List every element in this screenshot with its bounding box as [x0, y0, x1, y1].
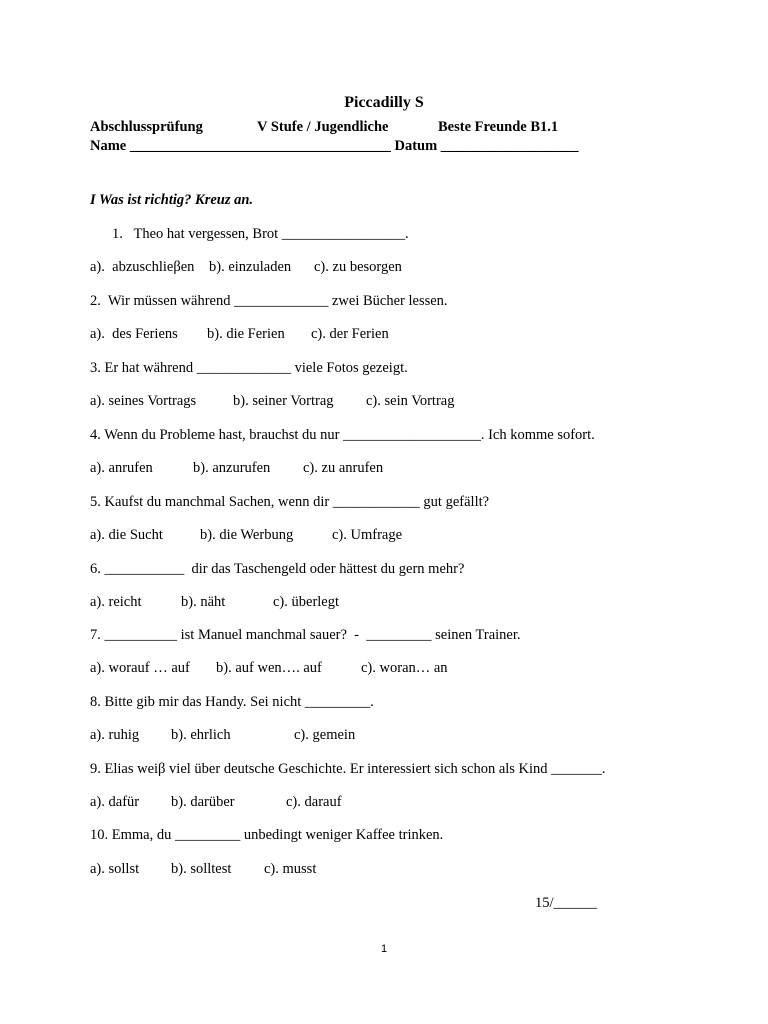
name-date-line: Name ____________________________________ Datum ___________________: [90, 138, 579, 154]
question-8: 8. Bitte gib mir das Handy. Sei nicht _________.: [90, 694, 374, 710]
question-9-option-c: c). darauf: [286, 794, 342, 810]
level-label: V Stufe / Jugendliche: [257, 119, 389, 135]
question-9-option-a: a). dafür: [90, 794, 140, 810]
question-4-option-c: c). zu anrufen: [303, 460, 384, 476]
question-6-option-b: b). näht: [181, 594, 226, 610]
question-1: 1. Theo hat vergessen, Brot _________________.: [112, 226, 409, 242]
question-1-option-c: c). zu besorgen: [314, 259, 402, 275]
question-1-option-a: a). abzuschlieβen: [90, 259, 195, 275]
question-7-option-c: c). woran… an: [361, 660, 448, 676]
question-8-option-a: a). ruhig: [90, 727, 140, 743]
question-2: 2. Wir müssen während _____________ zwei Bücher lessen.: [90, 293, 448, 309]
question-9: 9. Elias weiβ viel über deutsche Geschichte. Er interessiert sich schon als Kind _______.: [90, 761, 606, 777]
question-5-option-a: a). die Sucht: [90, 527, 163, 543]
question-2-option-c: c). der Ferien: [311, 326, 389, 342]
section-heading: I Was ist richtig? Kreuz an.: [90, 192, 254, 208]
question-3-option-b: b). seiner Vortrag: [233, 393, 334, 409]
question-6-option-a: a). reicht: [90, 594, 142, 610]
question-10-option-b: b). solltest: [171, 861, 232, 877]
question-5-option-c: c). Umfrage: [332, 527, 403, 543]
question-6-option-c: c). überlegt: [273, 594, 340, 610]
question-8-option-b: b). ehrlich: [171, 727, 231, 743]
question-4-option-a: a). anrufen: [90, 460, 153, 476]
question-3: 3. Er hat während _____________ viele Fotos gezeigt.: [90, 360, 408, 376]
question-2-option-a: a). des Feriens: [90, 326, 178, 342]
question-4-option-b: b). anzurufen: [193, 460, 271, 476]
question-5-option-b: b). die Werbung: [200, 527, 294, 543]
question-7-option-b: b). auf wen…. auf: [216, 660, 322, 676]
question-10-option-a: a). sollst: [90, 861, 140, 877]
question-2-option-b: b). die Ferien: [207, 326, 285, 342]
question-9-option-b: b). darüber: [171, 794, 235, 810]
book-label: Beste Freunde B1.1: [438, 119, 559, 135]
question-10-option-c: c). musst: [264, 861, 317, 877]
document-title: Piccadilly S: [344, 94, 424, 111]
exam-label: Abschlussprüfung: [90, 119, 203, 135]
question-7-option-a: a). worauf … auf: [90, 660, 190, 676]
question-8-option-c: c). gemein: [294, 727, 356, 743]
question-1-option-b: b). einzuladen: [209, 259, 292, 275]
question-6: 6. ___________ dir das Taschengeld oder hättest du gern mehr?: [90, 561, 465, 577]
question-4: 4. Wenn du Probleme hast, brauchst du nur ___________________. Ich komme sofort.: [90, 427, 595, 443]
question-10: 10. Emma, du _________ unbedingt weniger Kaffee trinken.: [90, 827, 444, 843]
score-field: 15/______: [535, 895, 598, 911]
question-3-option-c: c). sein Vortrag: [366, 393, 455, 409]
question-5: 5. Kaufst du manchmal Sachen, wenn dir ____________ gut gefällt?: [90, 494, 490, 510]
question-3-option-a: a). seines Vortrags: [90, 393, 197, 409]
question-7: 7. __________ ist Manuel manchmal sauer? - _________ seinen Trainer.: [90, 627, 521, 643]
page-number: 1: [380, 943, 388, 955]
